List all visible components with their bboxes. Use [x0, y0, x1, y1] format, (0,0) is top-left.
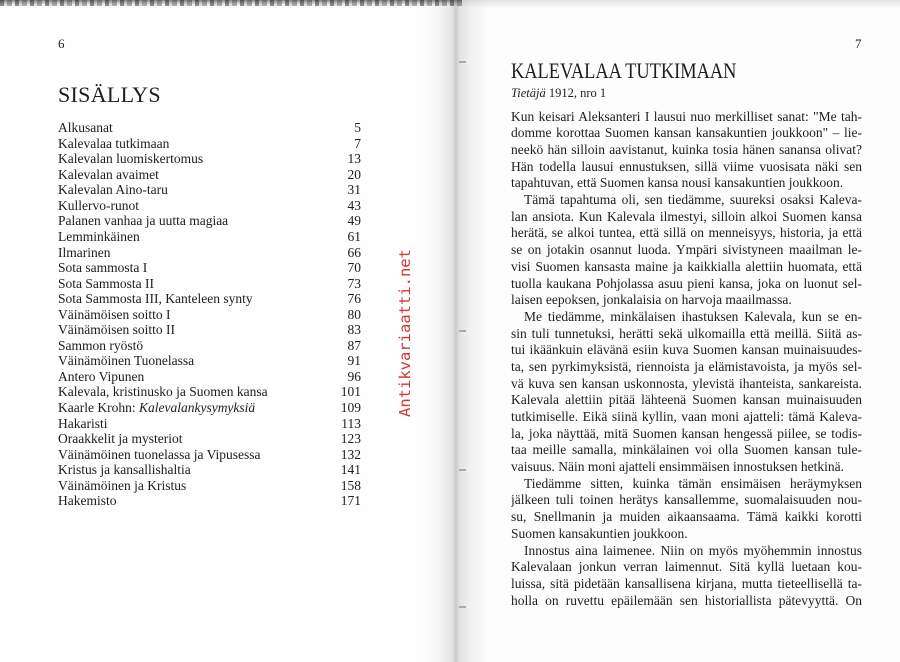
text-line: Suomen kansakuntien joukkoon. [511, 525, 688, 541]
text-line: Me tiedämme, minkälaisen ihastuksen Kalevala, kun se en- [524, 308, 862, 324]
toc-entry-title: Hakemisto [58, 493, 117, 509]
toc-entry-title: Kalevalan Aino-taru [58, 182, 168, 198]
toc-entry-page: 123 [340, 431, 361, 447]
source-publication: Tietäjä [511, 86, 546, 100]
toc-entry-page: 70 [347, 260, 361, 276]
toc-entry [58, 291, 361, 307]
toc-entry-page: 49 [347, 213, 361, 229]
toc-entry-page: 73 [347, 275, 361, 291]
toc-entry-page: 5 [354, 120, 361, 136]
toc-entry-title: Sota sammosta I [58, 260, 148, 276]
toc-entry-page: 113 [341, 415, 361, 431]
binding-mark [459, 469, 466, 471]
source-details: 1912, nro 1 [548, 86, 607, 100]
paragraph [511, 543, 862, 610]
paragraph [511, 476, 862, 543]
toc-heading: SISÄLLYS [58, 82, 161, 108]
text-line: neekö hän silloin aavistanut, kuinka tosia hänen sanansa olivat? [511, 142, 862, 158]
toc-entry-title: Sammon ryöstö [58, 337, 144, 353]
toc-entry-page: 171 [340, 493, 361, 509]
toc-entry-title: Ilmarinen [58, 244, 111, 260]
toc-entry [58, 493, 361, 509]
text-line: domme korottaa Suomen kansan kansakuntien joukkoon" – lie- [511, 125, 862, 141]
toc-entry-title: Väinämöinen tuonelassa ja Vipusessa [58, 446, 261, 462]
text-line: su, Snellmanin ja muiden aikaansaama. Tämä kaikki korotti [511, 509, 862, 525]
article-body [511, 109, 862, 610]
toc-entry [58, 384, 361, 400]
page-number: 6 [58, 36, 65, 51]
toc-entry-title-italic: Kalevalankysymyksiä [138, 400, 256, 416]
toc-entry [58, 353, 361, 369]
toc-entry [58, 167, 361, 183]
toc-entry [58, 416, 361, 432]
text-line: Tiedämme sitten, kuinka tämän ensimäisen heräymyksen [524, 475, 862, 491]
text-line: visi Suomen kansasta maine ja kaikkialla alettiin huomata, että [511, 258, 862, 274]
toc-entry-title: Palanen vanhaa ja uutta magiaa [58, 213, 229, 229]
text-line: taa meille samalla, minkälainen voi olla Suomen kansan tule- [511, 442, 862, 458]
toc-entry [58, 120, 361, 136]
toc-entry [58, 276, 361, 292]
toc-entry [58, 307, 361, 323]
toc-entry-title: Väinämöisen soitto II [58, 322, 175, 338]
text-line: Kun keisari Aleksanteri I lausui nuo merkilliset sanat: "Me tah- [511, 108, 862, 124]
toc-entry-page: 43 [347, 197, 361, 213]
toc-entry [58, 182, 361, 198]
text-line: Kalevalaan jonkun verran laimennut. Sitä kyllä luetaan kou- [511, 559, 862, 575]
text-line: Hän todella lausui ennustuksen, sillä viime vuosisata näki sen [511, 158, 862, 174]
text-line: herätä, se alkoi tuntea, että sillä on menneisyys, historia, ja että [511, 225, 862, 241]
text-line: Tämä tapahtuma oli, sen tiedämme, suureksi osaksi Kaleva- [524, 192, 862, 208]
text-line: vä kuva sen kansan uskonnosta, ylevistä ihanteista, sankareista. [511, 375, 862, 391]
text-line: la, joka näyttää, mitä Suomen kansan hengessä piilee, se todis- [511, 425, 862, 441]
toc-entry-page: 13 [347, 151, 361, 167]
toc-entry [58, 447, 361, 463]
toc-entry [58, 369, 361, 385]
toc-entry [58, 245, 361, 261]
toc-entry-title: Hakaristi [58, 415, 108, 431]
binding-mark [459, 606, 466, 608]
toc-entry-page: 80 [347, 306, 361, 322]
toc-entry-title: Kullervo-runot [58, 197, 139, 213]
toc-entry-title: Kalevalan luomiskertomus [58, 151, 204, 167]
binding-mark [459, 330, 466, 332]
text-line: vaisuus. Näin moni ajatteli ensimmäisen innostuksen hetkinä. [511, 459, 844, 475]
toc-entry-page: 7 [354, 135, 361, 151]
toc-entry-title: Antero Vipunen [58, 368, 145, 384]
toc-entry [58, 260, 361, 276]
toc-entry [58, 322, 361, 338]
toc-entry [58, 400, 361, 416]
text-line: ta, sen pyrkimyksistä, riennoista ja elämistavoista, ja myös sel- [511, 358, 862, 374]
toc-entry [58, 462, 361, 478]
toc-entry-title: Väinämöinen ja Kristus [58, 477, 187, 493]
right-page [456, 0, 900, 662]
toc-entry-title: Alkusanat [58, 120, 113, 136]
toc-entry-page: 101 [340, 384, 361, 400]
toc-entry-page: 76 [347, 291, 361, 307]
toc-entry [58, 198, 361, 214]
text-line: se on jotakin osannut luoda. Ympäri sivistyneen maailman le- [511, 242, 862, 258]
paragraph [511, 109, 862, 192]
page-number: 7 [855, 36, 862, 51]
toc-entry-title: Sota Sammosta III, Kanteleen synty [58, 291, 253, 307]
toc-entry-author: Kaarle Krohn: [58, 400, 136, 416]
toc-entry-page: 83 [347, 322, 361, 338]
toc-entry [58, 213, 361, 229]
toc-entry-title: Kalevalaa tutkimaan [58, 135, 170, 151]
paragraph [511, 192, 862, 309]
toc-entry [58, 431, 361, 447]
text-line: Innostus aina laimenee. Niin on myös myöhemmin innostus [524, 542, 862, 558]
toc-entry-title: Oraakkelit ja mysteriot [58, 431, 183, 447]
toc-entry [58, 136, 361, 152]
toc-entry-page: 109 [340, 400, 361, 416]
table-of-contents [58, 120, 361, 509]
toc-entry-title: Kristus ja kansallishaltia [58, 462, 191, 478]
toc-entry [58, 151, 361, 167]
text-line: jälkeen tuli toinen herätys kansallemme, suomalaisuuden nou- [511, 492, 862, 508]
toc-entry-title: Sota Sammosta II [58, 275, 154, 291]
toc-entry [58, 478, 361, 494]
toc-entry-page: 132 [340, 446, 361, 462]
text-line: laisen eepoksen, jonkalaisia on harvoja maailmassa. [511, 292, 792, 308]
text-line: sin tuli tunnetuksi, herätti sekä ulkomailla että meillä. Siitä as- [511, 325, 862, 341]
article-source [511, 86, 606, 100]
text-line: lan ansiota. Kun Kalevala ilmestyi, silloin alkoi Suomen kansa [511, 208, 862, 224]
toc-entry-title: Lemminkäinen [58, 229, 140, 245]
toc-entry-page: 158 [340, 477, 361, 493]
toc-entry-title [58, 400, 255, 416]
toc-entry-title: Kalevalan avaimet [58, 166, 159, 182]
toc-entry-title: Kalevala, kristinusko ja Suomen kansa [58, 384, 268, 400]
toc-entry-page: 61 [347, 229, 361, 245]
toc-entry-page: 96 [347, 368, 361, 384]
toc-entry [58, 229, 361, 245]
watermark: Antikvariaatti.net [396, 249, 414, 417]
toc-entry-page: 141 [340, 462, 361, 478]
text-line: tapahtuvan, että Suomen kansa nousi kansakuntien joukkoon. [511, 175, 844, 191]
toc-entry-title: Väinämöisen soitto I [58, 306, 171, 322]
toc-entry-page: 31 [347, 182, 361, 198]
toc-entry-page: 20 [347, 166, 361, 182]
article-heading: KALEVALAA TUTKIMAAN [511, 58, 737, 84]
toc-entry-page: 87 [347, 337, 361, 353]
toc-entry-page: 66 [347, 244, 361, 260]
text-line: Kalevala alettiin pitää lähteenä Suomen kansan muinaisuuden [511, 392, 862, 408]
toc-entry [58, 338, 361, 354]
toc-entry-page: 91 [347, 353, 361, 369]
binding-mark [459, 61, 466, 63]
text-line: luissa, sitä pidetään kansallisena kirjana, mutta tieteellisellä ta- [511, 575, 862, 591]
toc-entry-title: Väinämöinen Tuonelassa [58, 353, 195, 369]
text-line: tuolla kaukana Pohjolassa asuu pieni kansa, joka on luonut sel- [511, 275, 862, 291]
paragraph [511, 309, 862, 476]
text-line: holla on ruvettu epäilemään sen historiallista pätevyyttä. On [511, 592, 862, 608]
text-line: tutkimiselle. Eikä siinä kyllin, vaan moni ajatteli: tämä Kaleva- [511, 409, 862, 425]
text-line: tui ikäänkuin elävänä esiin kuva Suomen kansan muinaisuudes- [511, 342, 862, 358]
